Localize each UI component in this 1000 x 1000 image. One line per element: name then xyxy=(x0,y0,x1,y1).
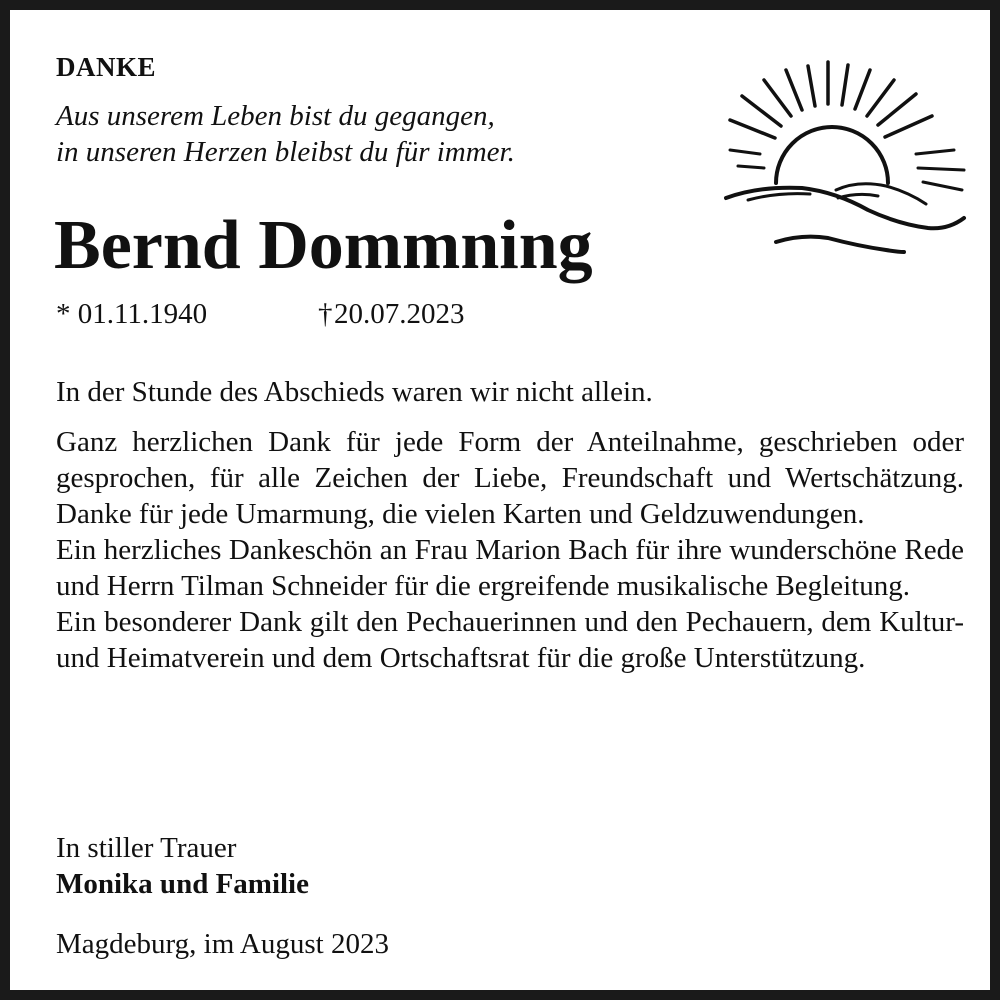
memorial-verse xyxy=(56,98,515,170)
sunset-icon xyxy=(718,58,974,268)
verse-line-2: in unseren Herzen bleibst du für immer. xyxy=(56,136,515,168)
life-dates xyxy=(56,296,465,332)
paragraph-speech-music: Ein herzliches Dankeschön an Frau Marion Bach für ihre wunderschöne Rede und Herrn Tilman Schneider für die ergreifende musikalische Begleitung. xyxy=(56,534,964,602)
birth-date: * 01.11.1940 xyxy=(56,298,208,330)
notice-heading: DANKE xyxy=(56,52,157,82)
deceased-name: Bernd Dommning xyxy=(54,207,593,284)
thank-you-text xyxy=(56,374,964,676)
death-date-group xyxy=(318,296,465,332)
dagger-icon: † xyxy=(318,298,333,330)
place-and-date: Magdeburg, im August 2023 xyxy=(56,928,389,960)
sign-intro: In stiller Trauer xyxy=(56,832,237,864)
verse-line-1: Aus unserem Leben bist du gegangen, xyxy=(56,100,495,132)
signature-block xyxy=(56,830,309,902)
death-date: 20.07.2023 xyxy=(334,298,465,330)
sign-family: Monika und Familie xyxy=(56,868,309,900)
paragraph-farewell: In der Stunde des Abschieds waren wir nicht allein. xyxy=(56,376,653,408)
paragraph-community: Ein besonderer Dank gilt den Pechauerinnen und den Pechauern, dem Kultur- und Heimatverein und dem Ortschaftsrat für die große Unterstützung. xyxy=(56,606,964,674)
paragraph-thanks: Ganz herzlichen Dank für jede Form der Anteilnahme, geschrieben oder gesprochen, für alle Zeichen der Liebe, Freundschaft und Wertschätzung. Danke für jede Umarmung, die vielen Karten und Geldzuwendungen. xyxy=(56,426,964,530)
